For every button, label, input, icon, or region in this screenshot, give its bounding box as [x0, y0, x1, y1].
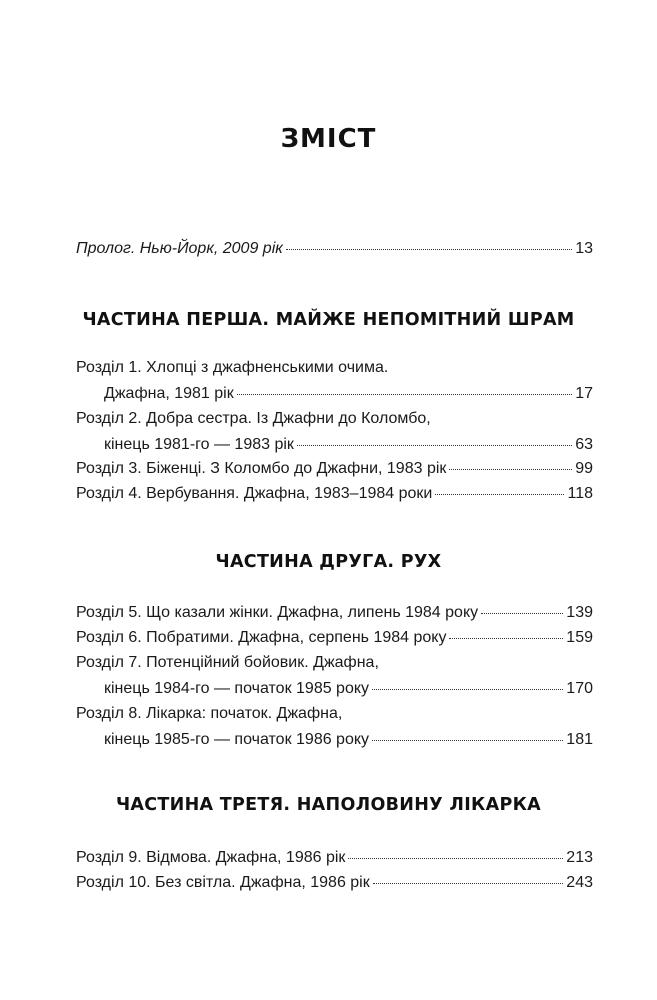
entry-label-continued: кінець 1984-го — початок 1985 року — [104, 680, 370, 697]
entry-label-continued: кінець 1985-го — початок 1986 року — [104, 731, 370, 748]
toc-entry-chapter-10[interactable] — [76, 870, 593, 896]
entry-label: Розділ 7. Потенційний бойовик. Джафна, — [76, 654, 379, 671]
dot-leader — [372, 689, 563, 690]
page-number: 63 — [575, 436, 593, 453]
entry-label: Розділ 6. Побратими. Джафна, серпень 1984 року — [76, 629, 447, 646]
page-number: 213 — [566, 849, 593, 866]
part-title-2: ЧАСТИНА ДРУГА. РУХ — [215, 552, 442, 572]
entry-label: Розділ 10. Без світла. Джафна, 1986 рік — [76, 874, 370, 891]
toc-entry-prologue[interactable] — [76, 236, 593, 262]
entry-label: Розділ 3. Біженці. З Коломбо до Джафни, 1983 рік — [76, 460, 447, 477]
entry-label-continued: Джафна, 1981 рік — [104, 385, 234, 402]
dot-leader — [297, 445, 572, 446]
toc-entry-chapter-9[interactable] — [76, 845, 593, 871]
toc-entry-chapter-1[interactable] — [76, 355, 593, 407]
page-number: 170 — [566, 680, 593, 697]
dot-leader — [348, 858, 563, 859]
entry-label: Розділ 4. Вербування. Джафна, 1983–1984 роки — [76, 485, 433, 502]
entry-label: Розділ 2. Добра сестра. Із Джафни до Коломбо, — [76, 410, 431, 427]
page-number: 181 — [566, 731, 593, 748]
part-title-3: ЧАСТИНА ТРЕТЯ. НАПОЛОВИНУ ЛІКАРКА — [115, 795, 542, 815]
dot-leader — [435, 494, 564, 495]
entry-label: Розділ 5. Що казали жінки. Джафна, липень 1984 року — [76, 604, 479, 621]
page-number: 159 — [566, 629, 593, 646]
page-number: 17 — [575, 385, 593, 402]
page-number: 13 — [575, 240, 593, 257]
toc-entry-chapter-7[interactable] — [76, 650, 593, 702]
page-number: 99 — [575, 460, 593, 477]
part-title-1: ЧАСТИНА ПЕРША. МАЙЖЕ НЕПОМІТНИЙ ШРАМ — [82, 310, 575, 330]
page-title: ЗМІСТ — [280, 124, 377, 154]
page-number: 118 — [567, 485, 593, 502]
dot-leader — [449, 469, 572, 470]
toc-entry-chapter-3[interactable] — [76, 456, 593, 482]
page-number: 243 — [566, 874, 593, 891]
entry-label: Пролог. Нью-Йорк, 2009 рік — [76, 240, 283, 257]
toc-entry-chapter-2[interactable] — [76, 406, 593, 458]
entry-label: Розділ 9. Відмова. Джафна, 1986 рік — [76, 849, 346, 866]
dot-leader — [286, 249, 572, 250]
dot-leader — [481, 613, 563, 614]
dot-leader — [372, 740, 563, 741]
toc-entry-chapter-4[interactable] — [76, 481, 593, 507]
entry-label-continued: кінець 1981-го — 1983 рік — [104, 436, 294, 453]
toc-entry-chapter-8[interactable] — [76, 701, 593, 753]
dot-leader — [373, 883, 564, 884]
toc-entry-chapter-6[interactable] — [76, 625, 593, 651]
dot-leader — [449, 638, 563, 639]
toc-entry-chapter-5[interactable] — [76, 600, 593, 626]
dot-leader — [237, 394, 572, 395]
entry-label: Розділ 8. Лікарка: початок. Джафна, — [76, 705, 343, 722]
page-number: 139 — [566, 604, 593, 621]
entry-label: Розділ 1. Хлопці з джафненськими очима. — [76, 359, 389, 376]
